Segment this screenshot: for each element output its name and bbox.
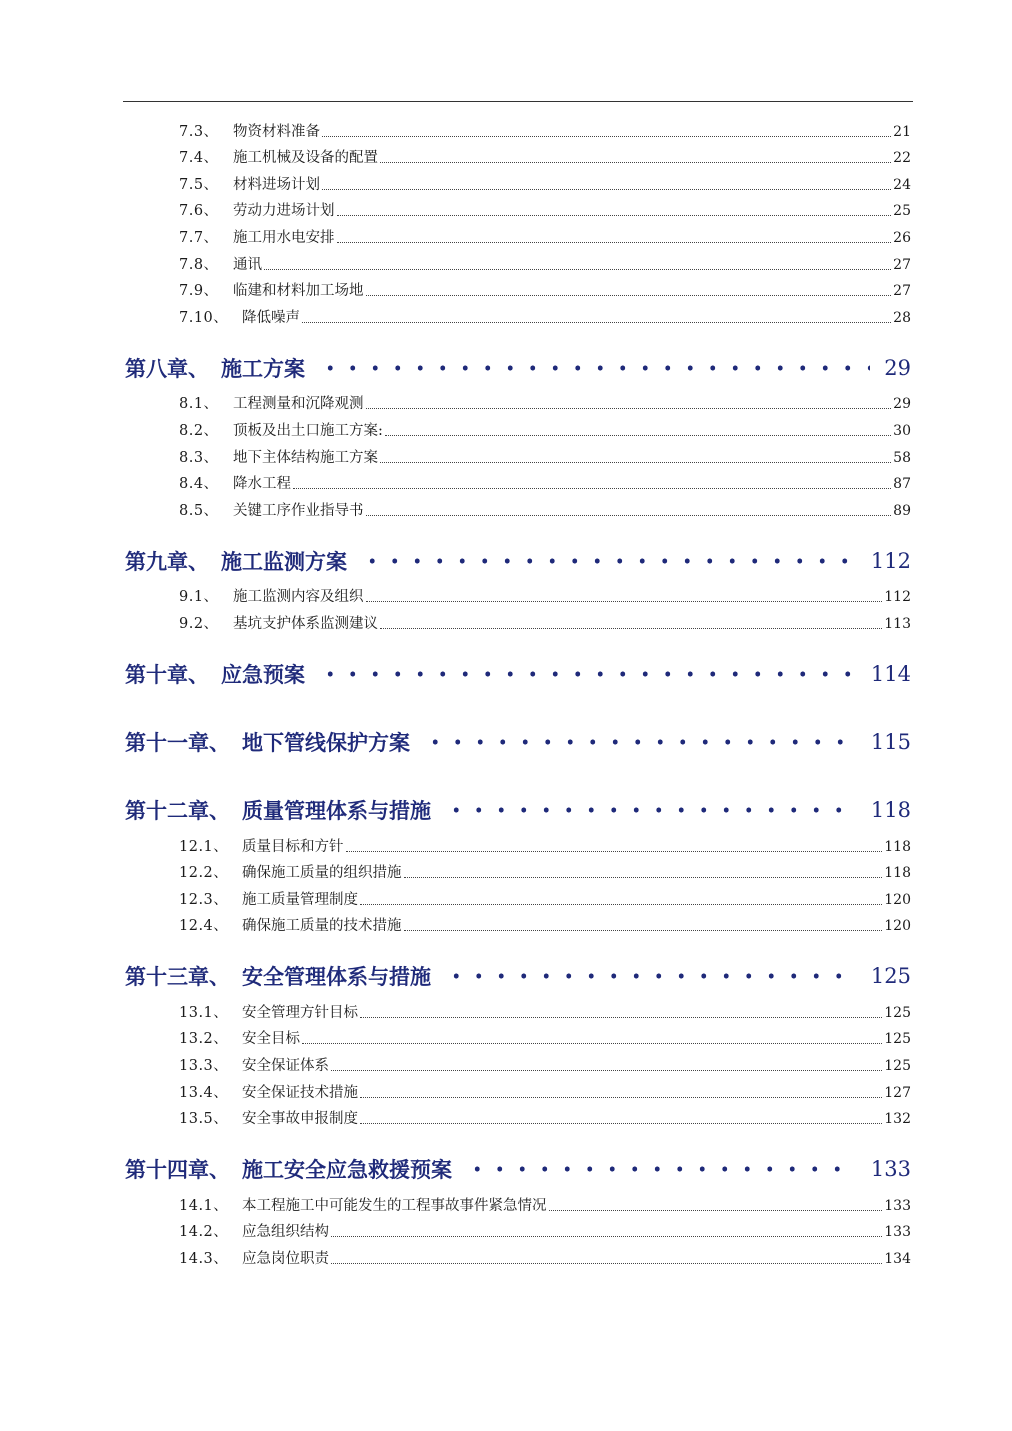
dot-leader — [366, 408, 892, 409]
entry-number: 8.5、 — [179, 502, 219, 519]
entry-title: 安全管理方针目标 — [242, 1004, 358, 1021]
toc-chapter[interactable] — [125, 657, 911, 691]
entry-title: 施工监测内容及组织 — [233, 589, 364, 606]
entry-number: 9.2、 — [179, 615, 219, 632]
page-number: 22 — [893, 150, 911, 167]
chapter-number: 第十三章、 — [125, 964, 230, 990]
dot-leader — [337, 215, 892, 216]
entry-number: 13.4、 — [179, 1084, 229, 1101]
toc-entry[interactable] — [125, 413, 911, 440]
chapter-title: 质量管理体系与措施 — [242, 797, 431, 823]
toc-entry[interactable] — [125, 114, 911, 141]
entry-number: 8.1、 — [179, 396, 219, 413]
page-number: 29 — [884, 355, 911, 380]
page-number: 29 — [893, 396, 911, 413]
toc-entry[interactable] — [125, 909, 911, 936]
chapter-title: 施工监测方案 — [221, 548, 347, 574]
entry-title: 关键工序作业指导书 — [233, 502, 364, 519]
dot-leader — [361, 558, 857, 564]
toc-entry[interactable] — [125, 1215, 911, 1242]
page-number: 118 — [884, 838, 911, 855]
toc-entry[interactable] — [125, 606, 911, 633]
entry-number: 7.6、 — [179, 203, 219, 220]
entry-title: 基坑支护体系监测建议 — [233, 615, 378, 632]
entry-number: 7.10、 — [179, 309, 229, 326]
page-number: 120 — [884, 891, 911, 908]
dot-leader — [466, 1166, 857, 1172]
page-number: 125 — [884, 1058, 911, 1075]
toc-entry[interactable] — [125, 1241, 911, 1268]
dot-leader — [322, 189, 891, 190]
toc-entry[interactable] — [125, 882, 911, 909]
dot-leader — [331, 1236, 882, 1237]
entry-number: 7.4、 — [179, 150, 219, 167]
dot-leader — [319, 671, 857, 677]
dot-leader — [366, 601, 883, 602]
dot-leader — [366, 515, 892, 516]
dot-leader — [404, 930, 883, 931]
toc-chapter[interactable] — [125, 793, 911, 827]
toc-entry[interactable] — [125, 995, 911, 1022]
page-number: 112 — [870, 548, 911, 573]
entry-number: 7.5、 — [179, 176, 219, 193]
toc-chapter[interactable] — [125, 1152, 911, 1186]
entry-number: 12.2、 — [179, 865, 229, 882]
entry-number: 14.2、 — [179, 1224, 229, 1241]
entry-title: 劳动力进场计划 — [233, 203, 335, 220]
entry-title: 顶板及出土口施工方案: — [233, 422, 383, 439]
page-number: 133 — [884, 1224, 911, 1241]
toc-entry[interactable] — [125, 1075, 911, 1102]
toc-entry[interactable] — [125, 387, 911, 414]
chapter-number: 第十二章、 — [125, 797, 230, 823]
chapter-number: 第八章、 — [125, 355, 209, 381]
dot-leader — [302, 322, 891, 323]
dot-leader — [380, 628, 882, 629]
entry-title: 安全保证技术措施 — [242, 1084, 358, 1101]
entry-number: 13.3、 — [179, 1058, 229, 1075]
dot-leader — [360, 1123, 882, 1124]
dot-leader — [337, 242, 892, 243]
chapter-title: 施工方案 — [221, 355, 305, 381]
entry-title: 应急岗位职责 — [242, 1251, 329, 1268]
page-number: 133 — [884, 1197, 911, 1214]
toc-entry[interactable] — [125, 1022, 911, 1049]
toc-chapter[interactable] — [125, 959, 911, 993]
dot-leader — [360, 1097, 882, 1098]
chapter-number: 第十四章、 — [125, 1157, 230, 1183]
toc-entry[interactable] — [125, 167, 911, 194]
entry-number: 12.3、 — [179, 891, 229, 908]
page-number: 58 — [893, 449, 911, 466]
dot-leader — [360, 904, 882, 905]
entry-number: 7.8、 — [179, 256, 219, 273]
dot-leader — [404, 877, 883, 878]
toc-entry[interactable] — [125, 467, 911, 494]
toc-entry[interactable] — [125, 1048, 911, 1075]
entry-title: 降低噪声 — [242, 309, 300, 326]
chapter-title: 施工安全应急救援预案 — [242, 1157, 452, 1183]
page-number: 87 — [893, 476, 911, 493]
toc-entry[interactable] — [125, 300, 911, 327]
entry-title: 安全保证体系 — [242, 1058, 329, 1075]
page-number: 125 — [884, 1031, 911, 1048]
toc-entry[interactable] — [125, 856, 911, 883]
dot-leader — [380, 162, 891, 163]
entry-title: 降水工程 — [233, 476, 291, 493]
entry-title: 质量目标和方针 — [242, 838, 344, 855]
toc-entry[interactable] — [125, 493, 911, 520]
dot-leader — [293, 488, 891, 489]
toc-entry[interactable] — [125, 194, 911, 221]
toc-chapter[interactable] — [125, 544, 911, 578]
dot-leader — [346, 851, 883, 852]
dot-leader — [322, 136, 891, 137]
entry-title: 施工质量管理制度 — [242, 891, 358, 908]
chapter-title: 地下管线保护方案 — [242, 729, 410, 755]
toc-entry[interactable] — [125, 247, 911, 274]
entry-number: 13.5、 — [179, 1111, 229, 1128]
page-number: 27 — [893, 256, 911, 273]
page-number: 27 — [893, 283, 911, 300]
entry-number: 8.3、 — [179, 449, 219, 466]
page-number: 114 — [870, 661, 911, 686]
entry-title: 地下主体结构施工方案 — [233, 449, 378, 466]
toc-entry[interactable] — [125, 440, 911, 467]
entry-title: 本工程施工中可能发生的工程事故事件紧急情况 — [242, 1197, 547, 1214]
page-number: 89 — [893, 502, 911, 519]
page-number: 125 — [870, 964, 911, 989]
entry-number: 12.4、 — [179, 918, 229, 935]
page-number: 133 — [870, 1157, 911, 1182]
chapter-title: 安全管理体系与措施 — [242, 964, 431, 990]
entry-title: 确保施工质量的组织措施 — [242, 865, 402, 882]
entry-number: 12.1、 — [179, 838, 229, 855]
entry-title: 物资材料准备 — [233, 123, 320, 140]
dot-leader — [302, 1043, 882, 1044]
toc-chapter[interactable] — [125, 351, 911, 385]
page-number: 26 — [893, 229, 911, 246]
entry-number: 7.9、 — [179, 283, 219, 300]
page-number: 134 — [884, 1251, 911, 1268]
toc-chapter[interactable] — [125, 725, 911, 759]
entry-title: 应急组织结构 — [242, 1224, 329, 1241]
dot-leader — [366, 295, 892, 296]
dot-leader — [264, 269, 891, 270]
page-number: 118 — [870, 797, 911, 822]
entry-title: 材料进场计划 — [233, 176, 320, 193]
toc-entry[interactable] — [125, 1188, 911, 1215]
dot-leader — [445, 807, 857, 813]
entry-number: 13.1、 — [179, 1004, 229, 1021]
entry-number: 14.1、 — [179, 1197, 229, 1214]
dot-leader — [331, 1070, 882, 1071]
page-number: 127 — [884, 1084, 911, 1101]
dot-leader — [385, 435, 891, 436]
entry-title: 安全目标 — [242, 1031, 300, 1048]
page-number: 25 — [893, 203, 911, 220]
toc-entry[interactable] — [125, 1102, 911, 1129]
entry-number: 7.3、 — [179, 123, 219, 140]
toc-entry[interactable] — [125, 274, 911, 301]
dot-leader — [445, 973, 857, 979]
entry-title: 安全事故申报制度 — [242, 1111, 358, 1128]
toc-entry[interactable] — [125, 141, 911, 168]
entry-title: 施工机械及设备的配置 — [233, 150, 378, 167]
page-number: 30 — [893, 422, 911, 439]
dot-leader — [331, 1263, 882, 1264]
toc-entry[interactable] — [125, 220, 911, 247]
table-of-contents — [125, 114, 911, 1268]
entry-number: 9.1、 — [179, 589, 219, 606]
chapter-number: 第十章、 — [125, 661, 209, 687]
dot-leader — [319, 365, 870, 371]
dot-leader — [380, 462, 891, 463]
page-number: 112 — [884, 589, 911, 606]
entry-title: 施工用水电安排 — [233, 229, 335, 246]
entry-title: 临建和材料加工场地 — [233, 283, 364, 300]
dot-leader — [424, 739, 857, 745]
page-number: 113 — [884, 615, 911, 632]
page-number: 115 — [870, 729, 911, 754]
page-number: 120 — [884, 918, 911, 935]
dot-leader — [360, 1017, 882, 1018]
toc-entry[interactable] — [125, 829, 911, 856]
page-number: 24 — [893, 176, 911, 193]
page-number: 21 — [893, 123, 911, 140]
page-number: 132 — [884, 1111, 911, 1128]
page-number: 118 — [884, 865, 911, 882]
entry-title: 确保施工质量的技术措施 — [242, 918, 402, 935]
entry-number: 14.3、 — [179, 1251, 229, 1268]
dot-leader — [549, 1210, 883, 1211]
entry-number: 7.7、 — [179, 229, 219, 246]
page-number: 125 — [884, 1004, 911, 1021]
toc-entry[interactable] — [125, 580, 911, 607]
chapter-title: 应急预案 — [221, 661, 305, 687]
entry-number: 13.2、 — [179, 1031, 229, 1048]
chapter-number: 第十一章、 — [125, 729, 230, 755]
entry-title: 工程测量和沉降观测 — [233, 396, 364, 413]
header-rule — [123, 101, 913, 102]
chapter-number: 第九章、 — [125, 548, 209, 574]
page-number: 28 — [893, 309, 911, 326]
entry-number: 8.4、 — [179, 476, 219, 493]
entry-number: 8.2、 — [179, 422, 219, 439]
entry-title: 通讯 — [233, 256, 262, 273]
